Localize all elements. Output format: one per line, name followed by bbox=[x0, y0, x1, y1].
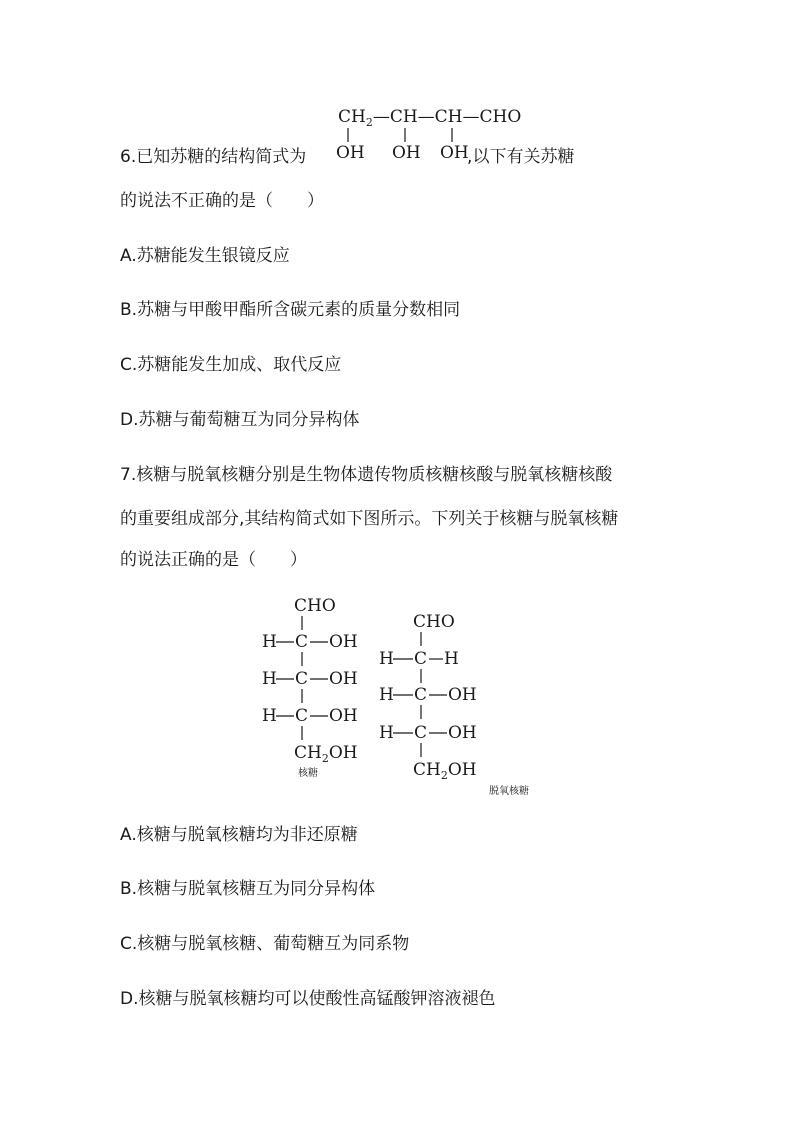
q7-option-a: A.核糖与脱氧核糖均为非还原糖 bbox=[120, 825, 358, 845]
deoxy-c1: C bbox=[414, 649, 428, 669]
q7-option-d: D.核糖与脱氧核糖均可以使酸性高锰酸钾溶液褪色 bbox=[120, 989, 496, 1009]
ribose-h2: H bbox=[262, 669, 277, 689]
q7-option-c: C.核糖与脱氧核糖、葡萄糖互为同系物 bbox=[120, 934, 410, 954]
ribose-c3: C bbox=[295, 706, 309, 726]
deoxyribose-caption: 脱氧核糖 bbox=[489, 786, 529, 797]
deoxy-h1b: H bbox=[444, 649, 459, 669]
deoxy-c3: C bbox=[414, 723, 428, 743]
q7-stem-line1: 7.核糖与脱氧核糖分别是生物体遗传物质核糖核酸与脱氧核糖核酸 bbox=[120, 465, 613, 485]
ch2-label: $CH_2—CH—CH—CHO$ bbox=[338, 107, 522, 129]
ribose-oh1: OH bbox=[329, 632, 358, 652]
q6-option-d: D.苏糖与葡萄糖互为同分异构体 bbox=[120, 410, 360, 430]
oh-3: OH bbox=[440, 143, 469, 163]
deoxy-oh2: OH bbox=[448, 685, 477, 705]
ribose-oh2: OH bbox=[329, 669, 358, 689]
q7-stem-line2: 的重要组成部分,其结构简式如下图所示。下列关于核糖与脱氧核糖 bbox=[120, 509, 619, 529]
q6-stem-line2: 的说法不正确的是（ ） bbox=[120, 191, 324, 211]
deoxy-cho: CHO bbox=[413, 612, 455, 632]
q6-option-c: C.苏糖能发生加成、取代反应 bbox=[120, 355, 342, 375]
deoxy-h3: H bbox=[379, 723, 394, 743]
q6-option-b: B.苏糖与甲酸甲酯所含碳元素的质量分数相同 bbox=[120, 300, 461, 320]
q7-option-b: B.核糖与脱氧核糖互为同分异构体 bbox=[120, 879, 376, 899]
ribose-ch2oh: $CH_2OH$ bbox=[294, 743, 358, 765]
ribose-caption: 核糖 bbox=[298, 768, 318, 779]
deoxy-c2: C bbox=[414, 685, 428, 705]
ribose-oh3: OH bbox=[329, 706, 358, 726]
q6-stem-line1 bbox=[120, 145, 574, 169]
deoxy-h2: H bbox=[379, 685, 394, 705]
deoxy-ch2oh: $CH_2OH$ bbox=[413, 760, 477, 782]
deoxy-h1: H bbox=[379, 649, 394, 669]
deoxyribose-structure bbox=[375, 608, 565, 808]
ribose-structure bbox=[258, 592, 378, 782]
q6-option-a: A.苏糖能发生银镜反应 bbox=[120, 246, 290, 266]
ribose-cho: CHO bbox=[294, 596, 336, 616]
ribose-c2: C bbox=[295, 669, 309, 689]
ribose-h1: H bbox=[262, 632, 277, 652]
oh-2: OH bbox=[392, 143, 421, 163]
q7-stem-line3: 的说法正确的是（ ） bbox=[120, 550, 307, 570]
ribose-c1: C bbox=[295, 632, 309, 652]
deoxy-oh3: OH bbox=[448, 723, 477, 743]
q6-stem-part2: ,以下有关苏糖 bbox=[467, 147, 575, 167]
q6-stem-part1: 6.已知苏糖的结构简式为 bbox=[120, 147, 307, 167]
ribose-h3: H bbox=[262, 706, 277, 726]
oh-1: OH bbox=[336, 143, 365, 163]
